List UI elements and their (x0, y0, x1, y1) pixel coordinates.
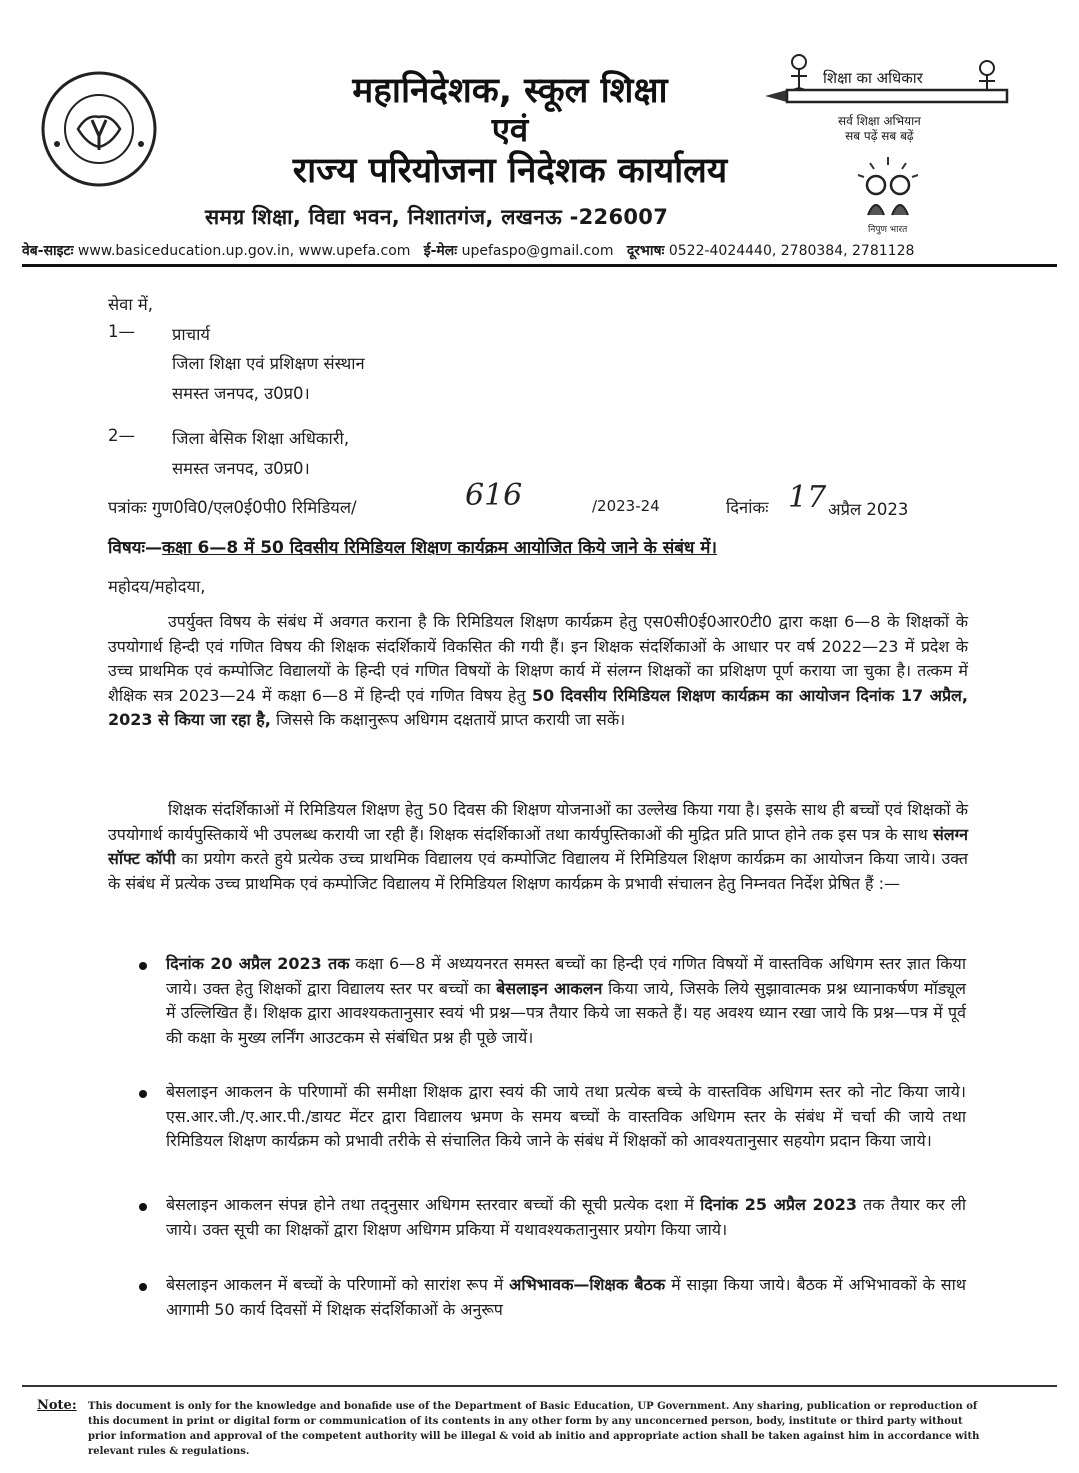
ssa-tagline (838, 114, 921, 144)
recipient2-line1: जिला बेसिक शिक्षा अधिकारी, (172, 429, 350, 448)
up-government-seal-icon (40, 70, 158, 188)
bullet-2-dot-icon (139, 1090, 147, 1098)
paragraph-2-text-b: का प्रयोग करते हुये प्रत्येक उच्च प्राथमिक विद्यालय एवं कम्पोजिट विद्यालय में रिमिडियल शिक्षण कार्यक्रम का आयोजन किया जाये। उक्त के संबंध में प्रत्येक उच्च प्राथमिक एवं कम्पोजिट विद्यालय में रिमिडियल शिक्षण कार्यक्रम के प्रभावी संचालन हेतु निम्नवत निर्देश प्रेषित हैं :— (108, 849, 968, 893)
bullet-4-text-b: में साझा किया जाये। बैठक में अभिभावकों के साथ आगामी 50 कार्य दिवसों में शिक्षक संदर्शिकाओं के अनुरूप (166, 1275, 966, 1319)
recipient2-line2: समस्त जनपद, उ0प्र0। (172, 459, 310, 478)
bullet-1-bold-baseline: बेसलाइन आकलन (496, 978, 603, 998)
paragraph-1 (108, 610, 968, 733)
email-address[interactable]: upefaspo@gmail.com (461, 243, 614, 259)
recipient1-line2: जिला शिक्षा एवं प्रशिक्षण संस्थान (172, 354, 365, 373)
paragraph-2 (108, 798, 968, 896)
bullet-3 (166, 1193, 966, 1242)
phone-label: दूरभाषः (626, 243, 665, 259)
subject-text: कक्षा 6—8 में 50 दिवसीय रिमिडियल शिक्षण कार्यक्रम आयोजित किये जाने के संबंध में। (161, 538, 717, 558)
recipient1-number: 1— (108, 322, 135, 341)
date-label: दिनांकः (726, 498, 769, 517)
footer-divider (22, 1385, 1057, 1387)
office-title-line1: महानिदेशक, स्कूल शिक्षा (352, 71, 668, 111)
date-rest: अप्रैल 2023 (828, 500, 909, 519)
letter-number-label: पत्रांकः गुण0वि0/एल0ई0पी0 रिमिडियल/ (108, 498, 357, 517)
nipun-bharat-logo-icon (848, 155, 928, 217)
paragraph-1-text-b: जिससे कि कक्षानुरूप अधिगम दक्षतायें प्राप्त करायी जा सकें। (275, 710, 626, 730)
office-title-line3: राज्य परियोजना निदेशक कार्यालय (292, 151, 728, 191)
bullet-1 (166, 952, 966, 1050)
bullet-4-dot-icon (139, 1283, 147, 1291)
note-label: Note: (37, 1398, 77, 1413)
website-links[interactable]: www.basiceducation.up.gov.in, www.upefa.com (77, 243, 411, 259)
recipient2-number: 2— (108, 426, 135, 445)
subject-line (108, 535, 717, 558)
subject-label: विषयः— (108, 538, 162, 558)
ssa-line2: सब पढ़ें सब बढ़ें (845, 129, 914, 143)
greeting: महोदय/महोदया, (108, 577, 206, 596)
ssa-line1: सर्व शिक्षा अभियान (838, 114, 921, 128)
paragraph-2-bold: संलग्न सॉफ्ट कॉपी (108, 824, 968, 869)
phone-numbers: 0522-4024440, 2780384, 2781128 (668, 243, 915, 259)
contact-line (22, 241, 914, 260)
bullet-1-text-a: कक्षा 6—8 में अध्ययनरत समस्त बच्चों का हिन्दी एवं गणित विषयों में वास्तविक अधिगम स्तर ज्ञात किया जाये। उक्त हेतु शिक्षकों द्वारा विद्यालय स्तर पर बच्चों का (166, 954, 966, 998)
office-title-line2: एवं (491, 110, 529, 149)
letter-year: /2023-24 (592, 497, 660, 515)
bullet-2-text: बेसलाइन आकलन के परिणामों की समीक्षा शिक्षक द्वारा स्वयं की जाये तथा प्रत्येक बच्चे के वास्तविक अधिगम स्तर को नोट किया जाये। एस.आर.जी./ए.आर.पी./डायट मेंटर द्वारा विद्यालय भ्रमण के समय बच्चों के वास्तविक अधिगम स्तर के संबंध में चर्चा की जाये तथा रिमिडियल शिक्षण कार्यक्रम को प्रभावी तरीके से संचालित किये जाने के संबंध में शिक्षकों को आवश्यतानुसार सहयोग प्रदान किया जाये। (166, 1082, 966, 1151)
rte-label: शिक्षा का अधिकार (820, 68, 926, 88)
bullet-4 (166, 1273, 966, 1322)
bullet-3-dot-icon (139, 1203, 147, 1211)
header-divider (22, 264, 1057, 267)
note-disclaimer: This document is only for the knowledge and bonafide use of the Department of Basic Education, UP Government. Any sharing, publication or reproduction of this document in print or digital form or communication of its contents in any other form by any unconcerned person, body, institute or third party without prior information and approval of the competent authority will be illegal & void ab initio and appropriate action shall be taken against him in accordance with relevant rules & regulations. (88, 1401, 980, 1457)
recipient1-line1: प्राचार्य (172, 325, 210, 344)
bullet-1-bold-date: दिनांक 20 अप्रैल 2023 तक (166, 954, 350, 973)
bullet-3-bold-date: दिनांक 25 अप्रैल 2023 (700, 1195, 857, 1214)
salutation-to: सेवा में, (108, 295, 153, 314)
office-address: समग्र शिक्षा, विद्या भवन, निशातगंज, लखनऊ -226007 (205, 205, 669, 229)
bullet-3-text-a: बेसलाइन आकलन संपन्न होने तथा तद्नुसार अधिगम स्तरवार बच्चों की सूची प्रत्येक दशा में (166, 1195, 694, 1214)
paragraph-1-text-a: उपर्युक्त विषय के संबंध में अवगत कराना है कि रिमिडियल शिक्षण कार्यक्रम हेतु एस0सी0ई0आर0टी0 द्वारा कक्षा 6—8 के शिक्षकों के उपयोगार्थ हिन्दी एवं गणित विषय की शिक्षक संदर्शिकायें विकसित की गयी हैं। इन शिक्षक संदर्शिकाओं के आधार पर वर्ष 2022—23 में प्रदेश के उच्च प्राथमिक एवं कम्पोजिट विद्यालयों के हिन्दी एवं गणित विषयों के शिक्षण कार्य में संलग्न शिक्षकों का प्रशिक्षण पूर्ण कराया जा चुका है। तत्कम में शैक्षिक सत्र 2023—24 में कक्षा 6—8 में हिन्दी एवं गणित विषय हेतु (108, 612, 968, 705)
nipun-bharat-label: निपुण भारत (868, 225, 908, 235)
paragraph-1-bold: 50 दिवसीय रिमिडियल शिक्षण कार्यक्रम का आयोजन दिनांक 17 अप्रैल, 2023 से किया जा रहा है, (108, 685, 968, 730)
email-label: ई-मेलः (423, 243, 458, 259)
paragraph-2-text-a: शिक्षक संदर्शिकाओं में रिमिडियल शिक्षण हेतु 50 दिवस की शिक्षण योजनाओं का उल्लेख किया गया है। इसके साथ ही बच्चों एवं शिक्षकों के उपयोगार्थ कार्यपुस्तिकायें भी उपलब्ध करायी जा रही हैं। शिक्षक संदर्शिकाओं तथा कार्यपुस्तिकाओं की मुद्रित प्रति प्राप्त होने तक इस पत्र के साथ (108, 800, 968, 844)
date-handwritten: 17 (788, 480, 827, 515)
bullet-1-dot-icon (139, 962, 147, 970)
web-label: वेब-साइटः (22, 243, 74, 259)
bullet-2 (166, 1080, 966, 1154)
bullet-4-bold: अभिभावक—शिक्षक बैठक (509, 1275, 666, 1294)
bullet-3-text-b: तक तैयार कर ली जाये। उक्त सूची का शिक्षकों द्वारा शिक्षण अधिगम प्रकिया में यथावश्यकतानुसार प्रयोग किया जाये। (166, 1195, 966, 1239)
letter-number-handwritten: 616 (465, 478, 523, 513)
bullet-4-text-a: बेसलाइन आकलन में बच्चों के परिणामों को सारांश रूप में (166, 1275, 504, 1294)
bullet-1-text-b: किया जाये, जिसके लिये सुझावात्मक प्रश्न ध्यानाकर्षण मॉड्यूल में उल्लिखित हैं। शिक्षक द्वारा आवश्यकतानुसार स्वयं भी प्रश्न—पत्र तैयार किये जा सकते हैं। यह अवश्य ध्यान रखा जाये कि प्रश्न—पत्र में पूर्व की कक्षा के मुख्य लर्निंग आउटकम से संबंधित प्रश्न ही पूछे जायें। (166, 978, 966, 1047)
recipient1-line3: समस्त जनपद, उ0प्र0। (172, 384, 310, 403)
